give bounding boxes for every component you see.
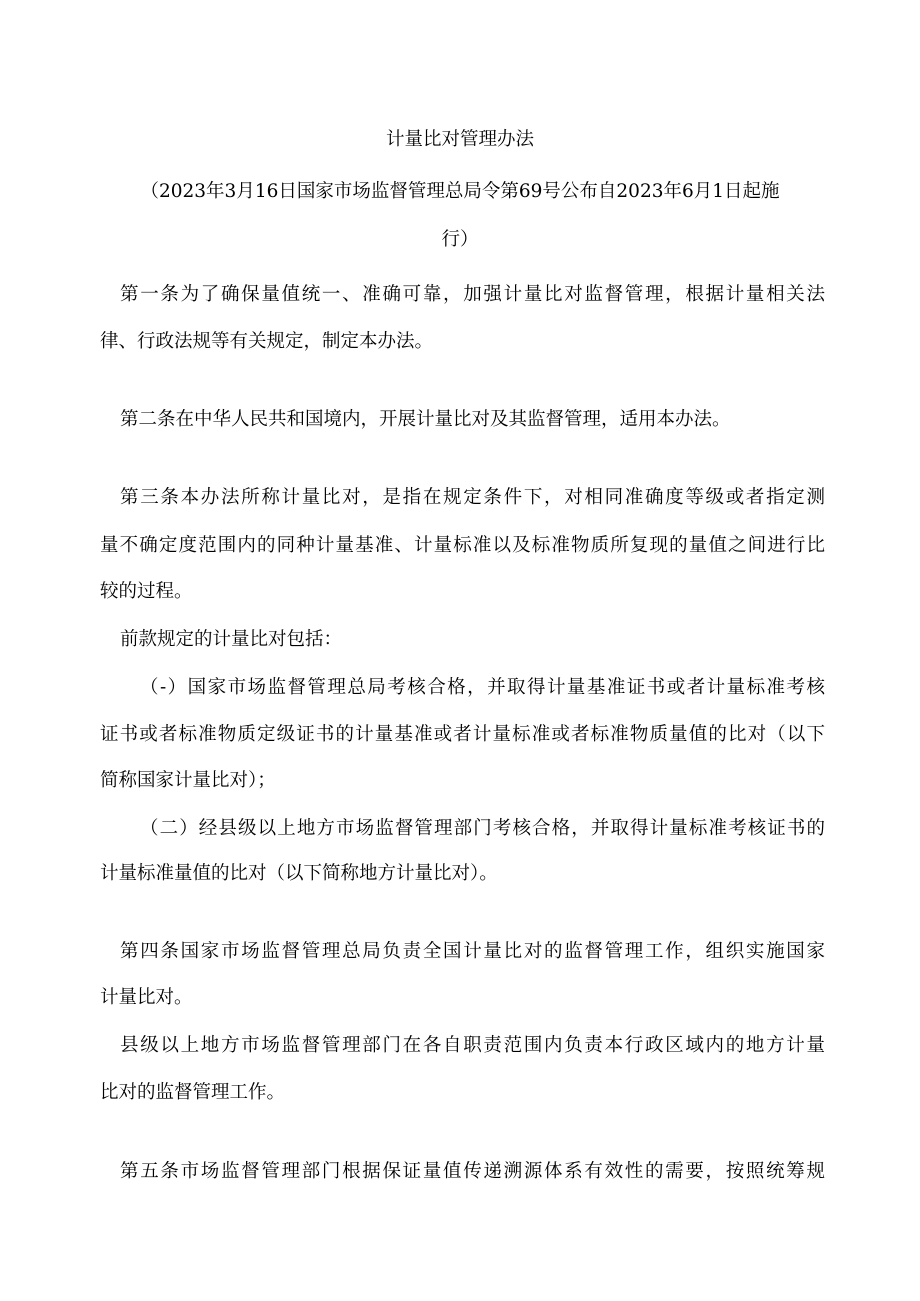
article-4-line-1: 第四条国家市场监督管理总局负责全国计量比对的监督管理工作，组织实施国家	[120, 941, 825, 962]
document-subtitle-line-2: 行）	[441, 229, 479, 250]
article-3-item-2-line-2: 计量标准量值的比对（以下简称地方计量比对）。	[100, 863, 498, 884]
article-5-line-1: 第五条市场监督管理部门根据保证量值传递溯源体系有效性的需要，按照统筹规	[120, 1161, 825, 1182]
article-3-item-2-line-1: （二）经县级以上地方市场监督管理部门考核合格，并取得计量标准考核证书的	[140, 818, 825, 839]
article-4-clause-2-line-1: 县级以上地方市场监督管理部门在各自职责范围内负责本行政区域内的地方计量	[120, 1035, 825, 1056]
article-3-item-1-line-3: 简称国家计量比对）；	[100, 770, 276, 791]
article-3-line-1: 第三条本办法所称计量比对，是指在规定条件下，对相同准确度等级或者指定测	[120, 487, 825, 508]
article-3-line-2: 量不确定度范围内的同种计量基准、计量标准以及标准物质所复现的量值之间进行比	[100, 535, 825, 556]
document-subtitle-line-1: （2023年3月16日国家市场监督管理总局令第69号公布自2023年6月1日起施	[140, 181, 780, 202]
document-title: 计量比对管理办法	[385, 129, 534, 150]
article-3-item-1-line-1: （-）国家市场监督管理总局考核合格，并取得计量基准证书或者计量标准考核	[140, 677, 825, 698]
article-1-line-2: 律、行政法规等有关规定，制定本办法。	[100, 331, 434, 352]
article-1-line-1: 第一条为了确保量值统一、准确可靠，加强计量比对监督管理，根据计量相关法	[120, 284, 825, 305]
article-4-clause-2-line-2: 比对的监督管理工作。	[100, 1082, 286, 1103]
article-3-line-3: 较的过程。	[100, 581, 193, 602]
article-2-line-1: 第二条在中华人民共和国境内，开展计量比对及其监督管理，适用本办法。	[120, 409, 731, 430]
article-3-clause-intro: 前款规定的计量比对包括：	[120, 629, 343, 650]
article-4-line-2: 计量比对。	[100, 987, 193, 1008]
article-3-item-1-line-2: 证书或者标准物质定级证书的计量基准或者计量标准或者标准物质量值的比对（以下	[100, 724, 825, 745]
